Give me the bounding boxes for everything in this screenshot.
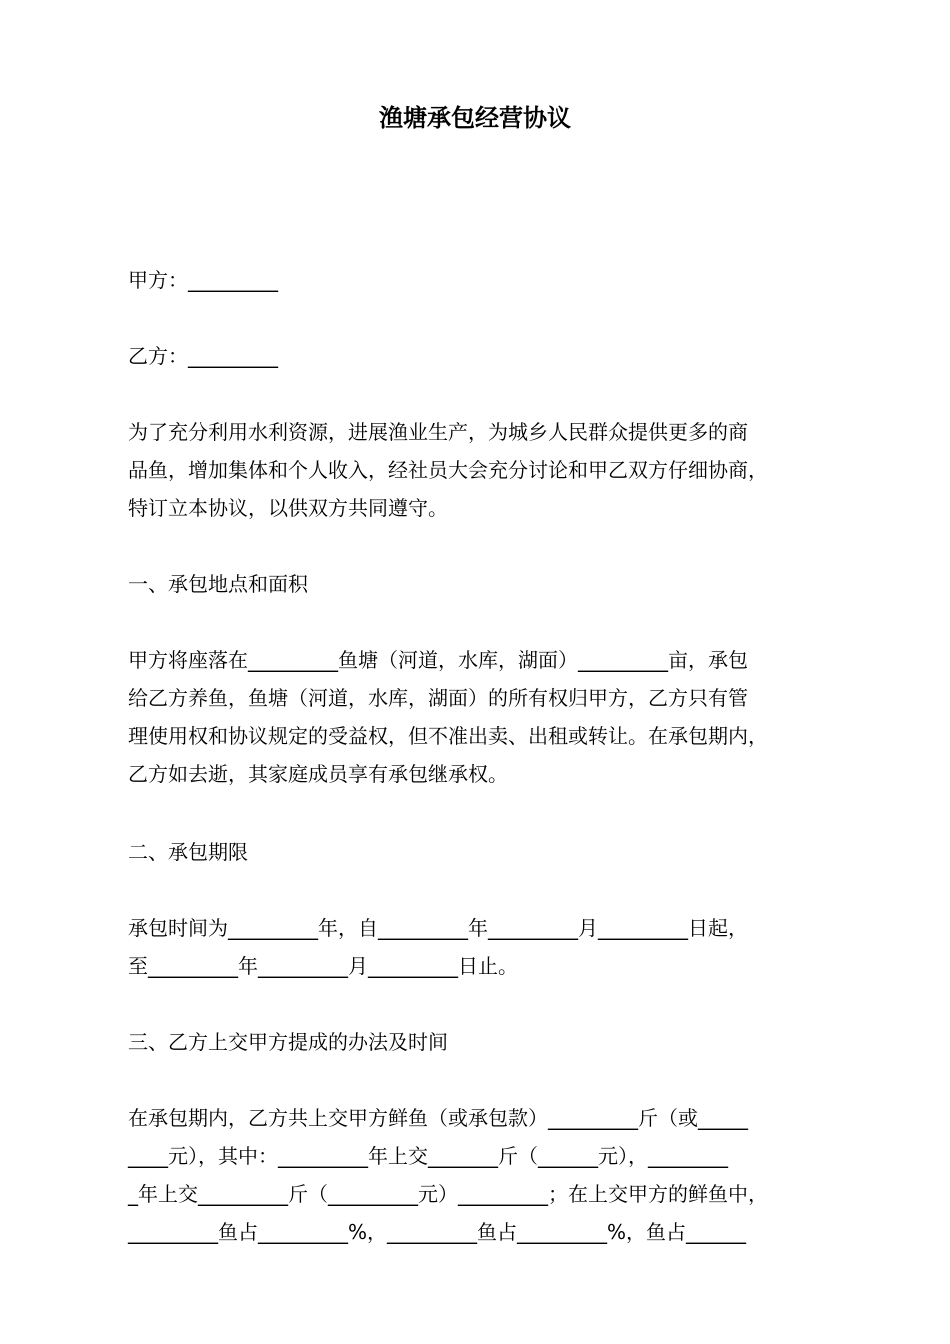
section-2-heading: 二、承包期限 <box>128 840 248 864</box>
document-title: 渔塘承包经营协议 <box>379 104 571 132</box>
section-1-line-4: 乙方如去逝，其家庭成员享有承包继承权。 <box>128 762 508 786</box>
section-3-line-4: _________鱼占_________%，_________鱼占_________%，鱼占______ <box>128 1220 747 1244</box>
section-3-line-1: 在承包期内，乙方共上交甲方鲜鱼（或承包款）_________斤（或_____ <box>128 1106 748 1130</box>
section-1-line-1: 甲方将座落在_________鱼塘（河道，水库，湖面）_________亩，承包 <box>128 648 748 672</box>
section-3-heading: 三、乙方上交甲方提成的办法及时间 <box>128 1030 448 1054</box>
intro-line-2: 品鱼，增加集体和个人收入，经社员大会充分讨论和甲乙双方仔细协商， <box>128 458 768 482</box>
section-3-line-3: _年上交_________斤（_________元）_________；在上交甲方的鲜鱼中， <box>128 1182 768 1206</box>
section-2-line-1: 承包时间为_________年，自_________年_________月_________日起， <box>128 916 748 940</box>
intro-line-1: 为了充分利用水利资源，进展渔业生产，为城乡人民群众提供更多的商 <box>128 420 748 444</box>
section-1-heading: 一、承包地点和面积 <box>128 572 308 596</box>
party-a-line: 甲方：_________ <box>128 268 278 292</box>
party-b-line: 乙方：_________ <box>128 344 278 368</box>
section-2-line-2: 至_________年_________月_________日止。 <box>128 954 518 978</box>
section-3-line-2: ____元），其中：_________年上交_______斤（______元），________ <box>128 1144 728 1168</box>
section-1-line-2: 给乙方养鱼，鱼塘（河道，水库，湖面）的所有权归甲方，乙方只有管 <box>128 686 748 710</box>
section-1-line-3: 理使用权和协议规定的受益权，但不准出卖、出租或转让。在承包期内， <box>128 724 768 748</box>
intro-line-3: 特订立本协议，以供双方共同遵守。 <box>128 496 448 520</box>
